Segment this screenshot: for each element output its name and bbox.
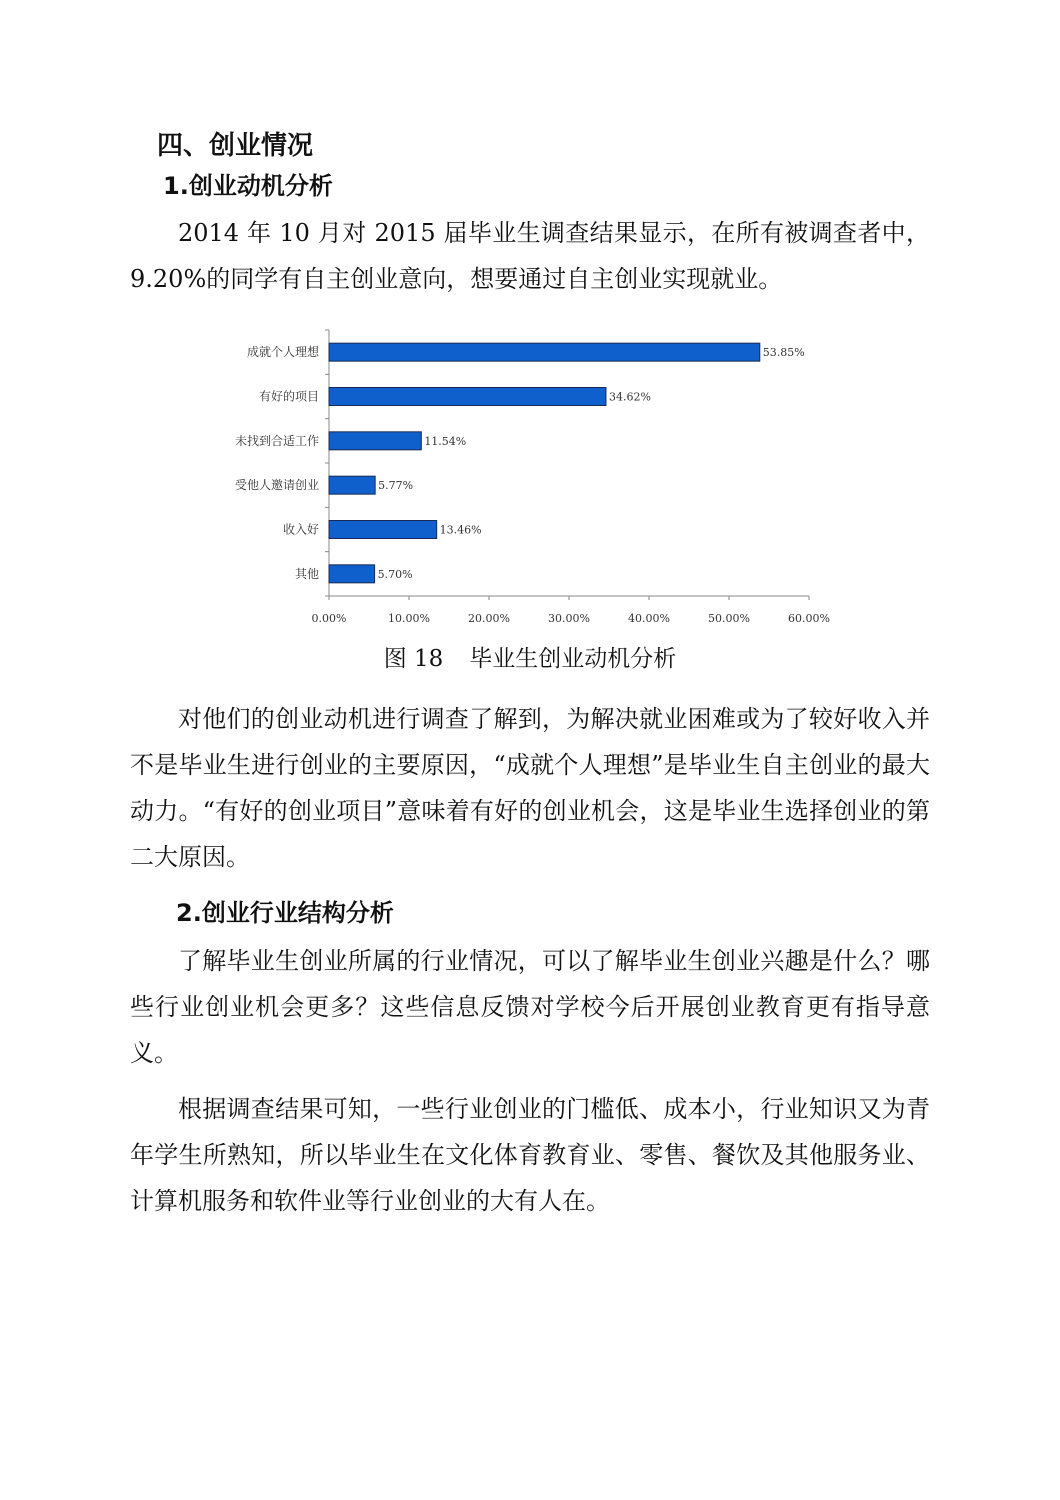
data-label: 53.85% <box>762 346 805 360</box>
category-label: 有好的项目 <box>258 389 319 404</box>
figure-caption <box>0 642 1060 676</box>
category-label: 收入好 <box>282 522 319 537</box>
data-label: 5.70% <box>377 567 413 581</box>
category-label: 其他 <box>294 566 319 581</box>
bar <box>329 388 606 406</box>
section-title: 四、创业情况 <box>157 131 314 161</box>
motivation-intro-paragraph: 2014 年 10 月对 2015 届毕业生调查结果显示，在所有被调查者中，9.20%的同学有自主创业意向，想要通过自主创业实现就业。 <box>130 219 930 293</box>
category-label: 受他人邀请创业 <box>234 478 319 493</box>
x-tick-label: 0.00% <box>311 612 347 625</box>
bar <box>329 565 375 583</box>
motivation-analysis-paragraph: 对他们的创业动机进行调查了解到，为解决就业困难或为了较好收入并不是毕业生进行创业的主要原因，“成就个人理想”是毕业生自主创业的最大动力。“有好的创业项目”意味着有好的创业机会，这是毕业生选择创业的第二大原因。 <box>130 705 930 871</box>
x-tick-label: 10.00% <box>388 612 430 625</box>
data-label: 34.62% <box>608 390 651 404</box>
x-tick-label: 50.00% <box>708 612 750 625</box>
data-label: 11.54% <box>424 434 467 448</box>
industry-paragraph-2: 根据调查结果可知，一些行业创业的门槛低、成本小，行业知识又为青年学生所熟知，所以毕业生在文化体育教育业、零售、餐饮及其他服务业、 计算机服务和软件业等行业创业的大有人在。 <box>130 1095 930 1215</box>
bar <box>329 476 375 494</box>
figure-title: 毕业生创业动机分析 <box>469 646 677 672</box>
industry-heading: 2.创业行业结构分析 <box>176 899 394 927</box>
x-tick-label: 20.00% <box>468 612 510 625</box>
bar <box>329 432 421 450</box>
bar <box>329 521 437 539</box>
x-tick-label: 40.00% <box>628 612 670 625</box>
motivation-heading: 1.创业动机分析 <box>163 172 333 200</box>
category-label: 未找到合适工作 <box>234 433 319 448</box>
chart-svg <box>224 326 840 636</box>
x-tick-label: 60.00% <box>788 612 830 625</box>
motivation-bar-chart <box>224 326 840 636</box>
data-label: 13.46% <box>439 523 482 537</box>
bar <box>329 343 760 361</box>
category-label: 成就个人理想 <box>246 345 319 360</box>
x-tick-label: 30.00% <box>548 612 590 625</box>
data-label: 5.77% <box>378 479 414 493</box>
figure-number: 图 18 <box>383 646 444 672</box>
industry-paragraph-1: 了解毕业生创业所属的行业情况，可以了解毕业生创业兴趣是什么？哪些行业创业机会更多？这些信息反馈对学校今后开展创业教育更有指导意义。 <box>130 947 930 1067</box>
